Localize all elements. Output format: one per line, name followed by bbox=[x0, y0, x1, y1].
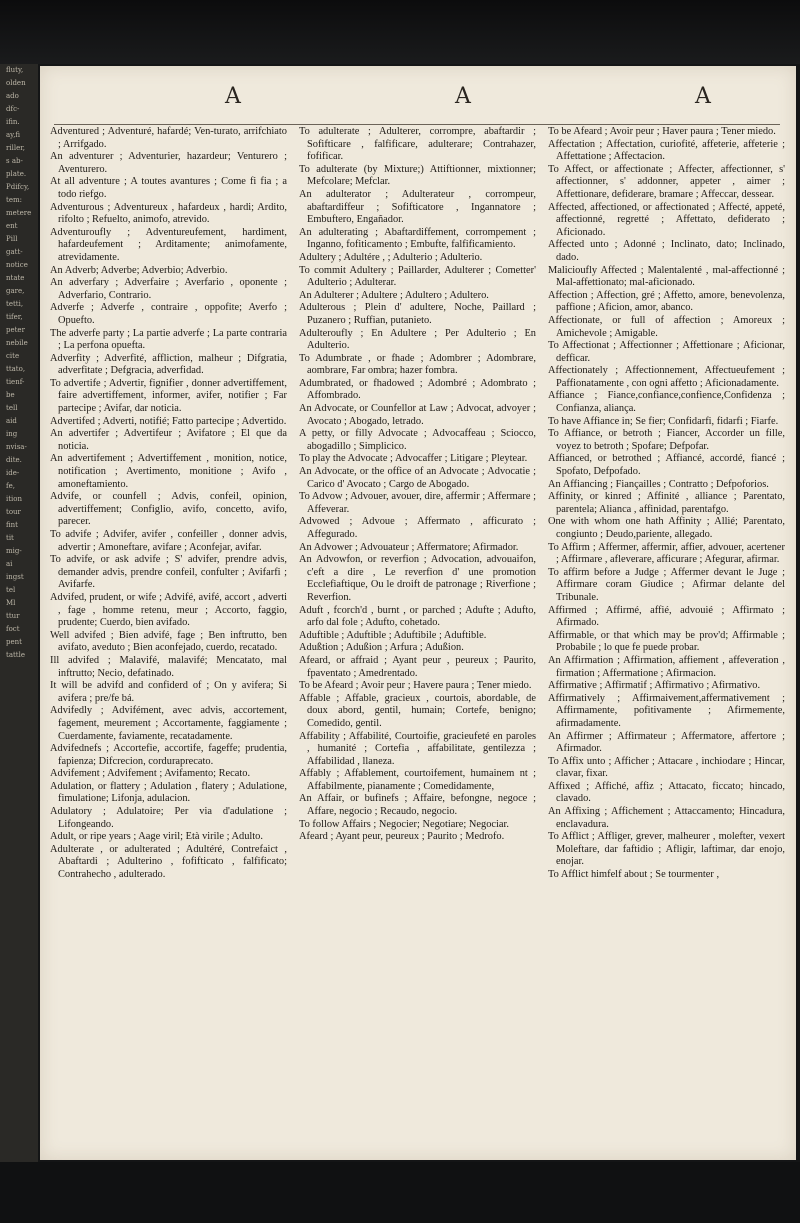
dictionary-entry: To advife ; Advifer, avifer , confeiller , donner advis, advertir ; Amoneftare, avifare ; Aconfejar, avifar. bbox=[50, 529, 287, 553]
dictionary-entry: To Adumbrate , or fhade ; Adombrer ; Adombrare, aombrare, Far ombra; hazer fombra. bbox=[299, 352, 536, 377]
dictionary-entry: Adverfity ; Adverfité, affliction, malheur ; Difgratia, adverfitate ; Defgracia, adverfidad. bbox=[50, 352, 287, 377]
dictionary-entry: To have Affiance in; Se fier; Confidarfi, fidarfi ; Fiarfe. bbox=[548, 415, 779, 427]
side-strip-fragment: ai bbox=[6, 560, 13, 568]
side-strip-fragment: fe, bbox=[6, 482, 15, 490]
dictionary-entry: To Afflict himfelf about ; Se tourmenter , bbox=[548, 869, 720, 881]
dictionary-entry: Advifednefs ; Accortefie, accortife, fageffe; prudentia, fapienza; Difcrecion, corduraprecato. bbox=[50, 743, 287, 767]
dictionary-page bbox=[40, 66, 796, 1160]
column-left bbox=[50, 126, 287, 1146]
dictionary-entry: Adventured ; Adventuré, hafardé; Ven-turato, arrifchiato ; Arrifgado. bbox=[50, 126, 287, 150]
dictionary-entry: Affectation ; Affectation, curiofité, affeterie, affeterie ; Affettatione ; Affectacion. bbox=[548, 138, 785, 163]
dictionary-entry: To affirm before a Judge ; Affermer devant le Juge ; Affirmare coram Giudice ; Afirmar delante del Tribunale. bbox=[548, 566, 785, 603]
side-strip-fragment: fluty, bbox=[6, 66, 24, 74]
dictionary-entry: Affianced, or betrothed ; Affiancé, accordé, fiancé ; Spofato, Defpofado. bbox=[548, 453, 785, 478]
column-right bbox=[548, 126, 785, 1146]
dictionary-entry: Affection ; Affection, gré ; Affetto, amore, benevolenza, paffione ; Aficion, amor, abanco. bbox=[548, 289, 785, 314]
side-strip-fragment: gare, bbox=[6, 287, 25, 295]
side-strip-fragment: foct bbox=[6, 625, 20, 633]
dictionary-entry: Affably ; Affablement, courtoifement, humainem nt ; Affabilmente, pianamente ; Comedidamente, bbox=[299, 768, 536, 792]
side-strip-fragment: nebile bbox=[6, 339, 28, 347]
dictionary-entry: Malicioufly Affected ; Malentalenté , mal-affectionné ; Mal-affettionato; mal-aficionado. bbox=[548, 264, 785, 289]
dictionary-entry: Affability ; Affabilité, Courtoifie, gracieufeté en paroles , humanité ; Cortefia , affabilitate, gentilezza ; Affabilidad , llaneza. bbox=[299, 730, 536, 767]
dictionary-entry: To Affiance, or betroth ; Fiancer, Accorder un fille, voyez to betroth ; Spofare; Defpofar. bbox=[548, 428, 785, 452]
side-strip-fragment: tour bbox=[6, 508, 21, 516]
dictionary-entry: Aduft , fcorch'd , burnt , or parched ; Adufte ; Adufto, arfo dal fole ; Adufto, cohetado. bbox=[299, 604, 536, 629]
dictionary-entry: To Affectionat ; Affectionner ; Affettionare ; Aficionar, defficar. bbox=[548, 340, 785, 364]
side-strip-fragment: ent bbox=[6, 222, 18, 230]
dictionary-entry: Adußtion ; Adußion ; Arfura ; Adußion. bbox=[299, 642, 464, 654]
side-strip-fragment: mig- bbox=[6, 547, 22, 555]
side-strip-fragment: ingst bbox=[6, 573, 24, 581]
side-strip-fragment: ntate bbox=[6, 274, 25, 282]
dictionary-entry: To be Afeard ; Avoir peur ; Havere paura ; Tener miedo. bbox=[299, 680, 532, 692]
dictionary-entry: It will be advifd and confiderd of ; On y avifera; Si avifera ; pre/fe bá. bbox=[50, 680, 287, 704]
side-strip-fragment: be bbox=[6, 391, 15, 399]
dictionary-entry: An Advocate, or Counfellor at Law ; Advocat, advoyer ; Avocato ; Abogado, letrado. bbox=[299, 403, 536, 427]
scan-bottom-border bbox=[0, 1162, 800, 1223]
dictionary-entry: Affected unto ; Adonné ; Inclinato, dato; Inclinado, dado. bbox=[548, 239, 785, 263]
header-letter-left: A bbox=[225, 84, 241, 109]
dictionary-entry: An Advocate, or the office of an Advocate ; Advocatie ; Carico d' Avocato ; Cargo de Abogado. bbox=[299, 466, 536, 490]
dictionary-entry: Affable ; Affable, gracieux , courtois, abordable, de doux abord, gentil, humain; Cortefe, benigno; Comedido, gentil. bbox=[299, 692, 536, 729]
side-strip-fragment: cite bbox=[6, 352, 20, 360]
dictionary-entry: Afeard ; Ayant peur, peureux ; Paurito ; Medrofo. bbox=[299, 831, 505, 843]
dictionary-entry: An Affair, or bufinefs ; Affaire, befongne, negoce ; Affare, negocio ; Recaudo, negocio. bbox=[299, 793, 536, 818]
side-strip-fragment: Ml bbox=[6, 599, 16, 607]
dictionary-entry: Adulatory ; Adulatoire; Per via d'adulatione ; Lifongeando. bbox=[50, 806, 287, 830]
side-strip-fragment: notice bbox=[6, 261, 28, 269]
dictionary-entry: Advife, or counfell ; Advis, confeil, opinion, advertiffement; Configlio, avifo, concetto, avifo, parecer. bbox=[50, 491, 287, 528]
dictionary-entry: Affiance ; Fiance,confiance,confience,Confidenza ; Confianza, aliança. bbox=[548, 390, 785, 415]
dictionary-entry: To Affirm ; Affermer, affermir, affier, advouer, acertener ; Affirmare , afleverare, afficurare ; Afegurar, afirmar. bbox=[548, 541, 785, 566]
dictionary-entry: A petty, or filly Advocate ; Advocaffeau ; Sciocco, abogadillo ; Simplicico. bbox=[299, 428, 536, 452]
dictionary-entry: Affected, affectioned, or affectionated ; Affecté, appeté, affectionné, regretté ; Affettato, defiderato ; Aficionado. bbox=[548, 201, 785, 238]
dictionary-entry: To Affix unto ; Afficher ; Attacare , inchiodare ; Hincar, clavar, fixar. bbox=[548, 755, 785, 780]
dictionary-entry: Adventuroufly ; Adventureufement, hardiment, hafardeufement ; Arditamente; animofamente, atrevidamente. bbox=[50, 226, 287, 263]
dictionary-entry: An Adverb; Adverbe; Adverbio; Adverbio. bbox=[50, 264, 228, 276]
dictionary-entry: Affirmative ; Affirmatif ; Affirmativo ; Afirmativo. bbox=[548, 680, 761, 692]
dictionary-entry: An Affixing ; Affichement ; Attaccamento; Hincadura, enclavadura. bbox=[548, 806, 785, 830]
header-letter-right: A bbox=[695, 84, 711, 109]
dictionary-entry: Ill advifed ; Malavifé, malavifé; Mencatato, mal inftrutto; Necio, defatinado. bbox=[50, 654, 287, 679]
dictionary-entry: One with whom one hath Affinity ; Allié; Parentato, congiunto ; Deudo,pariente, allegado. bbox=[548, 516, 785, 540]
dictionary-entry: An Advowfon, or reverfion ; Advocation, advouaifon, c'eft a dire , Le reverfion d' une promotion Ecclefiaftique, Ou le droift de patronage ; Riverfione ; Reverfion. bbox=[299, 554, 536, 603]
dictionary-entry: Affinity, or kinred ; Affinité , alliance ; Parentato, parentela; Alianca , affinidad, parentafgo. bbox=[548, 491, 785, 515]
side-strip-fragment: fint bbox=[6, 521, 18, 529]
dictionary-entry: Affirmable, or that which may be prov'd; Affirmable ; Probabile ; lo que fe puede probar. bbox=[548, 629, 785, 654]
side-strip-fragment: tifer, bbox=[6, 313, 23, 321]
dictionary-entry: Adulterous ; Plein d' adultere, Noche, Paillard ; Puzanero ; Ruffian, putanieto. bbox=[299, 302, 536, 326]
header-rule bbox=[54, 124, 780, 125]
side-strip-fragment: ado bbox=[6, 92, 19, 100]
dictionary-entry: Affixed ; Affiché, affiz ; Attacato, ficcato; hincado, clavado. bbox=[548, 780, 785, 805]
dictionary-entry: To advertife ; Advertir, fignifier , donner advertiffement, faire advertiffement, informer, avifer, notifier ; Far partecipe ; Avifar, dar noticia. bbox=[50, 377, 287, 415]
side-strip-fragment: tell bbox=[6, 404, 18, 412]
dictionary-entry: Adult, or ripe years ; Aage viril; Età virile ; Adulto. bbox=[50, 831, 263, 843]
header-letter-center: A bbox=[455, 84, 471, 109]
side-strip-fragment: Pdifcy, bbox=[6, 183, 30, 191]
side-strip-fragment: dite. bbox=[6, 456, 22, 464]
dictionary-entry: An Affiancing ; Fiançailles ; Contratto ; Defpoforios. bbox=[548, 478, 769, 490]
dictionary-entry: An adventurer ; Adventurier, hazardeur; Venturero ; Aventurero. bbox=[50, 151, 287, 175]
column-middle bbox=[299, 126, 536, 1146]
side-strip-fragment: tel bbox=[6, 586, 16, 594]
dictionary-entry: Adumbrated, or fhadowed ; Adombré ; Adombrato ; Affombrado. bbox=[299, 377, 536, 402]
dictionary-entry: To play the Advocate ; Advocaffer ; Litigare ; Pleytear. bbox=[299, 453, 528, 465]
side-strip-fragment: gatt- bbox=[6, 248, 23, 256]
side-strip-fragment: tem: bbox=[6, 196, 22, 204]
dictionary-entry: Affirmed ; Affirmé, affié, advouié ; Affirmato ; Afirmado. bbox=[548, 604, 785, 629]
side-strip-fragment: olden bbox=[6, 79, 26, 87]
dictionary-entry: Advifement ; Advifement ; Avifamento; Recato. bbox=[50, 768, 251, 780]
side-strip-fragment: s ab- bbox=[6, 157, 23, 165]
dictionary-entry: Affectionate, or full of affection ; Amoreux ; Amichevole ; Amigable. bbox=[548, 314, 785, 339]
side-strip-fragment: peter bbox=[6, 326, 25, 334]
side-strip-fragment: ttur bbox=[6, 612, 20, 620]
side-strip-fragment: dfc- bbox=[6, 105, 20, 113]
side-strip-fragment: metere bbox=[6, 209, 32, 217]
dictionary-entry: Advowed ; Advoue ; Affermato , afficurato ; Affegurado. bbox=[299, 516, 536, 540]
dictionary-entry: Adulteroufly ; En Adultere ; Per Adulterio ; En Adulterio. bbox=[299, 327, 536, 352]
dictionary-entry: To follow Affairs ; Negocier; Negotiare; Negociar. bbox=[299, 818, 509, 830]
side-strip-fragment: ing bbox=[6, 430, 18, 438]
side-strip-fragment: riller, bbox=[6, 144, 26, 152]
dictionary-entry: To be Afeard ; Avoir peur ; Haver paura ; Tener miedo. bbox=[548, 126, 776, 137]
dictionary-entry: An Advower ; Advouateur ; Affermatore; Afirmador. bbox=[299, 541, 519, 553]
side-strip-fragment: Pill bbox=[6, 235, 18, 243]
dictionary-entry: To adulterate ; Adulterer, corrompre, abaftardir ; Sofifticare , falfificare, adulterare; Contrahazer, fofificar. bbox=[299, 126, 536, 163]
page-header bbox=[40, 84, 796, 114]
dictionary-entry: To advife, or ask advife ; S' advifer, prendre advis, demander advis, prendre confeil, confulter ; Avifarfi ; Avifarfe. bbox=[50, 554, 287, 591]
dictionary-entry: Adverfe ; Adverfe , contraire , oppofite; Averfo ; Opuefto. bbox=[50, 302, 287, 326]
side-strip-fragment: ifin. bbox=[6, 118, 20, 126]
dictionary-entry: Advifedly ; Advifément, avec advis, accortement, fagement, meurement ; Accortamente, faggiamente ; Cuerdamente, faviamente, recatadamente. bbox=[50, 705, 287, 742]
dictionary-entry: An adulterator ; Adulterateur , corrompeur, abaftardiffeur ; Sofifticatore , Ingannatore ; Embuftero, Engañador. bbox=[299, 188, 536, 226]
side-strip-fragment: aid bbox=[6, 417, 17, 425]
dictionary-entry: An advertifement ; Advertiffement , monition, notice, notification ; Avertimento, monitione ; Avifo , amoneftamiento. bbox=[50, 453, 287, 490]
dictionary-entry: Advifed, prudent, or wife ; Advifé, avifé, accort , adverti , fage , homme retenu, meur ; Accorto, faggio, prudente; Cuerdo, bien avifado. bbox=[50, 591, 287, 629]
dictionary-entry: Affirmatively ; Affirmaivement,affermativement ; Affirmamente, pofitivamente ; Afirmemente, afirmadamente. bbox=[548, 692, 785, 729]
dictionary-entry: The adverfe party ; La partie adverfe ; La parte contraria ; La perfona opuefta. bbox=[50, 327, 287, 352]
dictionary-entry: An adverfary ; Adverfaire ; Averfario , oponente ; Adverfario, Contrario. bbox=[50, 277, 287, 301]
side-strip-fragment: tit bbox=[6, 534, 14, 542]
side-strip-fragment: ide- bbox=[6, 469, 20, 477]
dictionary-entry: Adulterate , or adulterated ; Adultéré, Contrefaict , Abaftardi ; Adulterino , fofifticato , falfificato; Contrahecho , adulterado. bbox=[50, 843, 287, 881]
side-strip-fragment: tienf- bbox=[6, 378, 25, 386]
side-strip-fragment: tattle bbox=[6, 651, 25, 659]
dictionary-entry: To commit Adultery ; Paillarder, Adulterer ; Cometter' Adulterio ; Adulterar. bbox=[299, 264, 536, 289]
side-strip-fragment: nvisa- bbox=[6, 443, 27, 451]
dictionary-entry: An Affirmer ; Affirmateur ; Affermatore, affertore ; Afirmador. bbox=[548, 730, 785, 755]
dictionary-entry: Affectionately ; Affectionnement, Affectueufement ; Paffionatamente , con ogni affetto ; Aficionadamente. bbox=[548, 365, 785, 389]
dictionary-entry: Advertifed ; Adverti, notifié; Fatto partecipe ; Advertido. bbox=[50, 415, 287, 427]
adjacent-page-strip bbox=[0, 64, 38, 1164]
dictionary-entry: To Afflict ; Affliger, grever, malheurer , molefter, vexert Moleftare, dar faftidio ; Afligir, laftimar, dar enojo, enojar. bbox=[548, 831, 785, 868]
side-strip-fragment: tetti, bbox=[6, 300, 24, 308]
dictionary-entry: To adulterate (by Mixture;) Attiftionner, mixtionner; Mefcolare; Mefclar. bbox=[299, 163, 536, 188]
side-strip-fragment: pent bbox=[6, 638, 22, 646]
dictionary-entry: An Affirmation ; Affirmation, affiement , affeveration , firmation ; Affermatione ; Afirmacion. bbox=[548, 654, 785, 679]
dictionary-entry: Aduftible ; Aduftible ; Aduftibile ; Aduftible. bbox=[299, 629, 487, 641]
dictionary-entry: To Advow ; Advouer, avouer, dire, affermir ; Affermare ; Affeverar. bbox=[299, 491, 536, 515]
dictionary-entry: Well advifed ; Bien advifé, fage ; Ben inftrutto, ben avifato, aveduto ; Bien aconfejado, cuerdo, recatado. bbox=[50, 629, 287, 654]
side-strip-fragment: ay,fi bbox=[6, 131, 21, 139]
side-strip-fragment: ttato, bbox=[6, 365, 26, 373]
dictionary-entry: An adulterating ; Abaftardiffement, corrompement ; Inganno, fofiticamento ; Embufte, falfificamiento. bbox=[299, 226, 536, 251]
scan-top-border bbox=[0, 0, 800, 64]
dictionary-entry: Adultery ; Adultére , ; Adulterio ; Adulterio. bbox=[299, 251, 483, 263]
dictionary-entry: An advertifer ; Advertifeur ; Avifatore ; El que da noticia. bbox=[50, 428, 287, 452]
dictionary-entry: To Affect, or affectionate ; Affecter, affectionner, s' affectionner, s' addonner, appeter , aimer ; Affettionare, defiderare, bramare ; Affeccar, dessear. bbox=[548, 163, 785, 200]
dictionary-entry: Adulation, or flattery ; Adulation , flatery ; Adulatione, fimulatione; Lifonja, adulacion. bbox=[50, 780, 287, 805]
dictionary-entry: At all adventure ; A toutes avantures ; Come fi fia ; a todo riefgo. bbox=[50, 176, 287, 200]
dictionary-entry: Adventurous ; Adventureux , hafardeux , hardi; Ardito, rifolto ; Refuelto, animofo, atrevido. bbox=[50, 201, 287, 226]
side-strip-fragment: plate. bbox=[6, 170, 27, 178]
dictionary-entry: Afeard, or affraid ; Ayant peur , peureux ; Paurito, fpaventato ; Amedrentado. bbox=[299, 654, 536, 679]
dictionary-entry: An Adulterer ; Adultere ; Adultero ; Adultero. bbox=[299, 289, 489, 301]
side-strip-fragment: ition bbox=[6, 495, 23, 503]
